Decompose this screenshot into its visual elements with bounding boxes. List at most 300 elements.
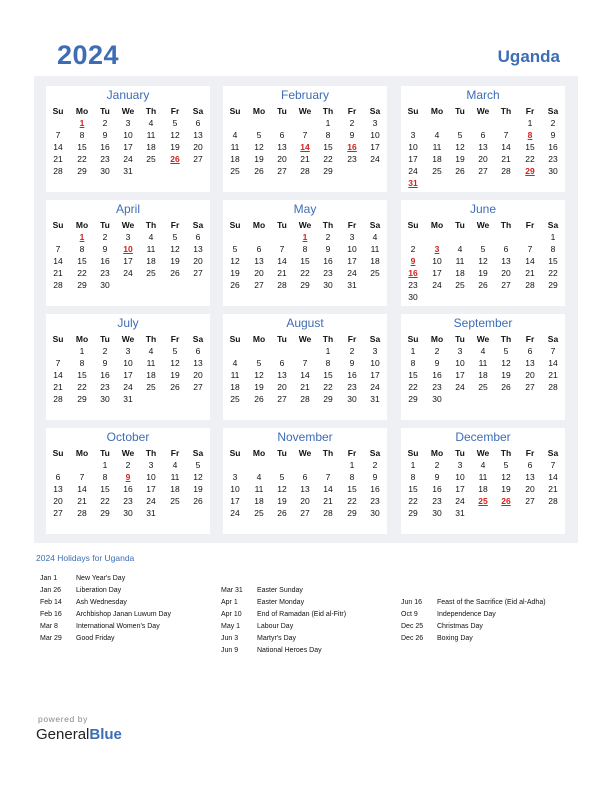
day-cell: 30 — [100, 394, 110, 404]
day-cell: 20 — [525, 484, 535, 494]
holiday-column-2 — [221, 585, 411, 657]
holiday-date: Feb 16 — [40, 611, 62, 618]
weekday-label: Mo — [75, 106, 89, 116]
week-row — [401, 495, 565, 507]
day-cell: 20 — [525, 370, 535, 380]
day-cell: 26 — [193, 496, 203, 506]
logo-word-general: General — [36, 726, 90, 743]
day-cell: 6 — [302, 472, 308, 482]
day-cell: 8 — [325, 358, 331, 368]
weekday-header-row — [46, 447, 210, 459]
weekday-label: Th — [322, 334, 334, 344]
weekday-label: Tu — [100, 106, 110, 116]
day-cell: 13 — [193, 130, 203, 140]
week-row — [401, 279, 565, 291]
day-cell: 26 — [230, 280, 240, 290]
day-cell: 11 — [146, 244, 156, 254]
day-cell: 2 — [410, 244, 416, 254]
day-cell: 4 — [434, 130, 440, 140]
day-cell: 27 — [193, 268, 203, 278]
day-cell: 30 — [100, 166, 110, 176]
day-cell: 21 — [548, 484, 558, 494]
weekday-label: Th — [500, 448, 512, 458]
day-cell: 28 — [323, 508, 333, 518]
holiday-day-cell: 3 — [434, 244, 440, 254]
day-cell: 2 — [102, 232, 108, 242]
day-cell: 14 — [548, 472, 558, 482]
day-cell: 10 — [455, 358, 465, 368]
week-row — [223, 495, 387, 507]
day-cell: 11 — [230, 142, 240, 152]
day-cell: 5 — [256, 358, 262, 368]
week-row — [401, 393, 565, 405]
day-cell: 11 — [170, 472, 180, 482]
week-row — [401, 381, 565, 393]
day-cell: 12 — [501, 358, 511, 368]
weekday-label: Sa — [547, 334, 559, 344]
holiday-column-3 — [401, 597, 591, 645]
holiday-item — [221, 633, 411, 645]
day-cell: 16 — [100, 256, 110, 266]
day-cell: 26 — [170, 382, 180, 392]
holiday-name: Boxing Day — [437, 635, 473, 642]
day-cell: 7 — [55, 358, 61, 368]
day-cell: 12 — [170, 130, 180, 140]
weekday-label: Mo — [252, 106, 266, 116]
day-cell: 2 — [349, 118, 355, 128]
day-cell: 28 — [525, 280, 535, 290]
day-cell: 1 — [102, 460, 108, 470]
holiday-name: Martyr's Day — [257, 635, 297, 642]
week-row — [46, 393, 210, 405]
week-row — [401, 129, 565, 141]
day-cell: 4 — [148, 232, 154, 242]
day-cell: 18 — [146, 142, 156, 152]
holiday-day-cell: 9 — [410, 256, 416, 266]
day-cell: 10 — [146, 472, 156, 482]
weekday-label: Mo — [430, 334, 444, 344]
day-cell: 8 — [550, 244, 556, 254]
day-cell: 24 — [408, 166, 418, 176]
holidays-title: 2024 Holidays for Uganda — [36, 553, 135, 563]
week-row — [223, 153, 387, 165]
week-row — [223, 393, 387, 405]
week-row — [223, 279, 387, 291]
day-cell: 21 — [277, 268, 287, 278]
holiday-day-cell: 1 — [302, 232, 308, 242]
day-cell: 3 — [148, 460, 154, 470]
weekday-label: Fr — [170, 106, 180, 116]
holiday-day-cell: 29 — [525, 166, 535, 176]
day-cell: 25 — [478, 382, 488, 392]
weekday-label: Su — [407, 106, 419, 116]
day-cell: 16 — [100, 370, 110, 380]
day-cell: 10 — [432, 256, 442, 266]
holiday-name: Archbishop Janan Luwum Day — [76, 611, 171, 618]
holiday-date: May 1 — [221, 623, 241, 630]
holiday-day-cell: 8 — [527, 130, 533, 140]
day-cell: 23 — [100, 268, 110, 278]
weekday-label: Tu — [100, 334, 110, 344]
holiday-item — [401, 597, 591, 609]
weekday-label: Fr — [347, 448, 357, 458]
day-cell: 13 — [277, 370, 287, 380]
day-cell: 30 — [432, 508, 442, 518]
weekday-label: Su — [407, 334, 419, 344]
holiday-name: Labour Day — [257, 623, 294, 630]
weekday-label: Fr — [170, 220, 180, 230]
day-cell: 16 — [323, 256, 333, 266]
weekday-label: Tu — [455, 334, 465, 344]
holiday-date: Jun 16 — [401, 599, 423, 606]
holiday-day-cell: 16 — [347, 142, 357, 152]
day-cell: 25 — [370, 268, 380, 278]
week-row — [401, 345, 565, 357]
holiday-date: Mar 29 — [40, 635, 62, 642]
week-row — [46, 357, 210, 369]
day-cell: 13 — [300, 484, 310, 494]
weekday-label: We — [121, 448, 135, 458]
day-cell: 31 — [347, 280, 357, 290]
day-cell: 6 — [503, 244, 509, 254]
weekday-label: Tu — [455, 220, 465, 230]
day-cell: 17 — [370, 370, 380, 380]
weekday-label: Th — [145, 106, 157, 116]
day-cell: 24 — [370, 382, 380, 392]
month-name: February — [280, 88, 330, 102]
month-name: May — [293, 202, 317, 216]
day-cell: 6 — [195, 232, 201, 242]
weekday-label: Tu — [277, 448, 287, 458]
day-cell: 23 — [408, 280, 418, 290]
month-name: November — [277, 430, 333, 444]
day-cell: 29 — [408, 508, 418, 518]
week-row — [401, 153, 565, 165]
day-cell: 26 — [170, 268, 180, 278]
day-cell: 1 — [410, 460, 416, 470]
day-cell: 29 — [77, 394, 87, 404]
day-cell: 11 — [254, 484, 264, 494]
weekday-label: Fr — [525, 334, 535, 344]
day-cell: 13 — [525, 472, 535, 482]
day-cell: 31 — [455, 508, 465, 518]
weekday-label: Tu — [455, 106, 465, 116]
day-cell: 16 — [432, 370, 442, 380]
day-cell: 9 — [102, 358, 108, 368]
week-row — [401, 471, 565, 483]
day-cell: 7 — [55, 130, 61, 140]
day-cell: 19 — [230, 268, 240, 278]
day-cell: 3 — [349, 232, 355, 242]
day-cell: 1 — [550, 232, 556, 242]
week-row — [223, 231, 387, 243]
week-row — [46, 279, 210, 291]
week-row — [401, 165, 565, 177]
day-cell: 1 — [410, 346, 416, 356]
day-cell: 15 — [548, 256, 558, 266]
week-row — [46, 471, 210, 483]
holiday-item — [401, 633, 591, 645]
day-cell: 15 — [408, 484, 418, 494]
week-row — [401, 177, 565, 189]
day-cell: 13 — [501, 256, 511, 266]
weekday-label: Su — [407, 220, 419, 230]
day-cell: 28 — [53, 394, 63, 404]
day-cell: 10 — [408, 142, 418, 152]
week-row — [223, 483, 387, 495]
day-cell: 2 — [102, 118, 108, 128]
day-cell: 9 — [372, 472, 378, 482]
day-cell: 5 — [503, 460, 509, 470]
weekday-label: Sa — [192, 220, 204, 230]
day-cell: 5 — [195, 460, 201, 470]
week-row — [401, 117, 565, 129]
weekday-label: Tu — [100, 448, 110, 458]
holiday-name: International Women's Day — [76, 623, 160, 630]
month-april — [46, 200, 210, 306]
month-january — [46, 86, 210, 192]
day-cell: 10 — [347, 244, 357, 254]
day-cell: 27 — [254, 280, 264, 290]
weekday-label: Su — [52, 448, 64, 458]
day-cell: 8 — [349, 472, 355, 482]
day-cell: 8 — [79, 244, 85, 254]
week-row — [46, 369, 210, 381]
day-cell: 11 — [146, 130, 156, 140]
month-name: September — [453, 316, 513, 330]
holiday-name: Easter Monday — [257, 599, 305, 606]
week-row — [46, 165, 210, 177]
day-cell: 29 — [100, 508, 110, 518]
day-cell: 4 — [148, 346, 154, 356]
day-cell: 18 — [146, 256, 156, 266]
holiday-name: Liberation Day — [76, 587, 122, 594]
weekday-header-row — [46, 105, 210, 117]
day-cell: 27 — [300, 508, 310, 518]
day-cell: 9 — [102, 244, 108, 254]
day-cell: 20 — [193, 370, 203, 380]
holiday-name: Good Friday — [76, 635, 115, 642]
day-cell: 12 — [254, 370, 264, 380]
weekday-label: Mo — [75, 220, 89, 230]
day-cell: 25 — [455, 280, 465, 290]
day-cell: 24 — [230, 508, 240, 518]
day-cell: 13 — [478, 142, 488, 152]
weekday-label: Sa — [547, 448, 559, 458]
holiday-name: End of Ramadan (Eid al-Fitr) — [257, 611, 347, 618]
week-row — [46, 231, 210, 243]
weekday-label: Mo — [252, 334, 266, 344]
weekday-label: Th — [145, 334, 157, 344]
day-cell: 12 — [193, 472, 203, 482]
day-cell: 20 — [254, 268, 264, 278]
weekday-label: Su — [229, 448, 241, 458]
day-cell: 12 — [478, 256, 488, 266]
weekday-label: Tu — [277, 220, 287, 230]
day-cell: 1 — [349, 460, 355, 470]
day-cell: 29 — [347, 508, 357, 518]
week-row — [223, 267, 387, 279]
month-name: June — [469, 202, 497, 216]
weekday-header-row — [401, 105, 565, 117]
day-cell: 13 — [525, 358, 535, 368]
holiday-name: Ash Wednesday — [76, 599, 127, 606]
day-cell: 10 — [123, 358, 133, 368]
day-cell: 19 — [254, 382, 264, 392]
day-cell: 3 — [457, 460, 463, 470]
holiday-date: Dec 26 — [401, 635, 424, 642]
day-cell: 2 — [434, 460, 440, 470]
day-cell: 17 — [455, 484, 465, 494]
holiday-item — [40, 621, 230, 633]
day-cell: 6 — [195, 346, 201, 356]
weekday-label: Su — [52, 106, 64, 116]
day-cell: 16 — [370, 484, 380, 494]
day-cell: 24 — [455, 382, 465, 392]
day-cell: 1 — [325, 346, 331, 356]
day-cell: 17 — [123, 370, 133, 380]
day-cell: 18 — [432, 154, 442, 164]
weekday-label: Su — [52, 334, 64, 344]
weekday-label: Sa — [369, 448, 381, 458]
day-cell: 8 — [79, 130, 85, 140]
powered-by-text: powered by — [38, 714, 88, 724]
weekday-header-row — [223, 219, 387, 231]
day-cell: 21 — [323, 496, 333, 506]
day-cell: 15 — [347, 484, 357, 494]
day-cell: 21 — [53, 382, 63, 392]
holiday-date: Oct 9 — [401, 611, 418, 618]
day-cell: 11 — [478, 472, 488, 482]
day-cell: 17 — [408, 154, 418, 164]
weekday-label: Th — [322, 220, 334, 230]
day-cell: 25 — [146, 154, 156, 164]
day-cell: 13 — [277, 142, 287, 152]
day-cell: 30 — [323, 280, 333, 290]
day-cell: 25 — [254, 508, 264, 518]
holiday-day-cell: 25 — [478, 496, 488, 506]
day-cell: 17 — [455, 370, 465, 380]
day-cell: 21 — [300, 154, 310, 164]
weekday-label: Tu — [100, 220, 110, 230]
day-cell: 19 — [501, 484, 511, 494]
day-cell: 10 — [370, 358, 380, 368]
day-cell: 6 — [480, 130, 486, 140]
day-cell: 26 — [254, 166, 264, 176]
day-cell: 7 — [279, 244, 285, 254]
week-row — [223, 459, 387, 471]
week-row — [46, 153, 210, 165]
weekday-label: Mo — [430, 220, 444, 230]
day-cell: 20 — [193, 142, 203, 152]
week-row — [223, 141, 387, 153]
weekday-label: Fr — [347, 106, 357, 116]
day-cell: 28 — [277, 280, 287, 290]
holiday-item — [401, 621, 591, 633]
holiday-day-cell: 14 — [300, 142, 310, 152]
year-title: 2024 — [57, 40, 120, 70]
weekday-label: Su — [229, 334, 241, 344]
holiday-item — [40, 633, 230, 645]
holiday-date: Jan 26 — [40, 587, 62, 594]
weekday-label: Mo — [430, 448, 444, 458]
weekday-label: We — [298, 334, 312, 344]
day-cell: 22 — [77, 154, 87, 164]
holiday-day-cell: 31 — [408, 178, 418, 188]
day-cell: 25 — [432, 166, 442, 176]
day-cell: 10 — [123, 130, 133, 140]
day-cell: 28 — [53, 280, 63, 290]
weekday-label: We — [476, 334, 490, 344]
weekday-label: Sa — [369, 220, 381, 230]
day-cell: 30 — [432, 394, 442, 404]
week-row — [46, 381, 210, 393]
day-cell: 17 — [347, 256, 357, 266]
weekday-header-row — [46, 333, 210, 345]
day-cell: 9 — [349, 130, 355, 140]
week-row — [46, 117, 210, 129]
day-cell: 6 — [195, 118, 201, 128]
holiday-item — [221, 597, 411, 609]
week-row — [46, 267, 210, 279]
day-cell: 14 — [548, 358, 558, 368]
week-row — [223, 345, 387, 357]
weekday-label: Th — [500, 334, 512, 344]
day-cell: 28 — [501, 166, 511, 176]
day-cell: 21 — [548, 370, 558, 380]
weekday-label: Fr — [525, 220, 535, 230]
day-cell: 14 — [277, 256, 287, 266]
day-cell: 21 — [53, 268, 63, 278]
weekday-label: Su — [407, 448, 419, 458]
day-cell: 8 — [302, 244, 308, 254]
week-row — [46, 507, 210, 519]
holiday-item — [221, 609, 411, 621]
day-cell: 6 — [527, 346, 533, 356]
week-row — [46, 255, 210, 267]
day-cell: 12 — [455, 142, 465, 152]
generalblue-logo[interactable] — [36, 726, 122, 743]
day-cell: 3 — [372, 346, 378, 356]
week-row — [401, 231, 565, 243]
day-cell: 20 — [501, 268, 511, 278]
weekday-label: Sa — [547, 220, 559, 230]
weekday-label: We — [121, 334, 135, 344]
day-cell: 10 — [455, 472, 465, 482]
day-cell: 4 — [172, 460, 178, 470]
day-cell: 5 — [232, 244, 238, 254]
month-november — [223, 428, 387, 534]
weekday-label: Fr — [170, 334, 180, 344]
day-cell: 28 — [548, 496, 558, 506]
day-cell: 25 — [230, 394, 240, 404]
weekday-header-row — [401, 333, 565, 345]
day-cell: 23 — [548, 154, 558, 164]
day-cell: 29 — [323, 394, 333, 404]
day-cell: 22 — [408, 382, 418, 392]
holiday-day-cell: 1 — [79, 118, 85, 128]
weekday-label: Mo — [75, 448, 89, 458]
day-cell: 2 — [349, 346, 355, 356]
day-cell: 9 — [550, 130, 556, 140]
day-cell: 18 — [478, 370, 488, 380]
day-cell: 8 — [79, 358, 85, 368]
month-december — [401, 428, 565, 534]
day-cell: 20 — [193, 256, 203, 266]
day-cell: 17 — [146, 484, 156, 494]
holiday-column-1 — [40, 573, 230, 645]
day-cell: 23 — [347, 382, 357, 392]
